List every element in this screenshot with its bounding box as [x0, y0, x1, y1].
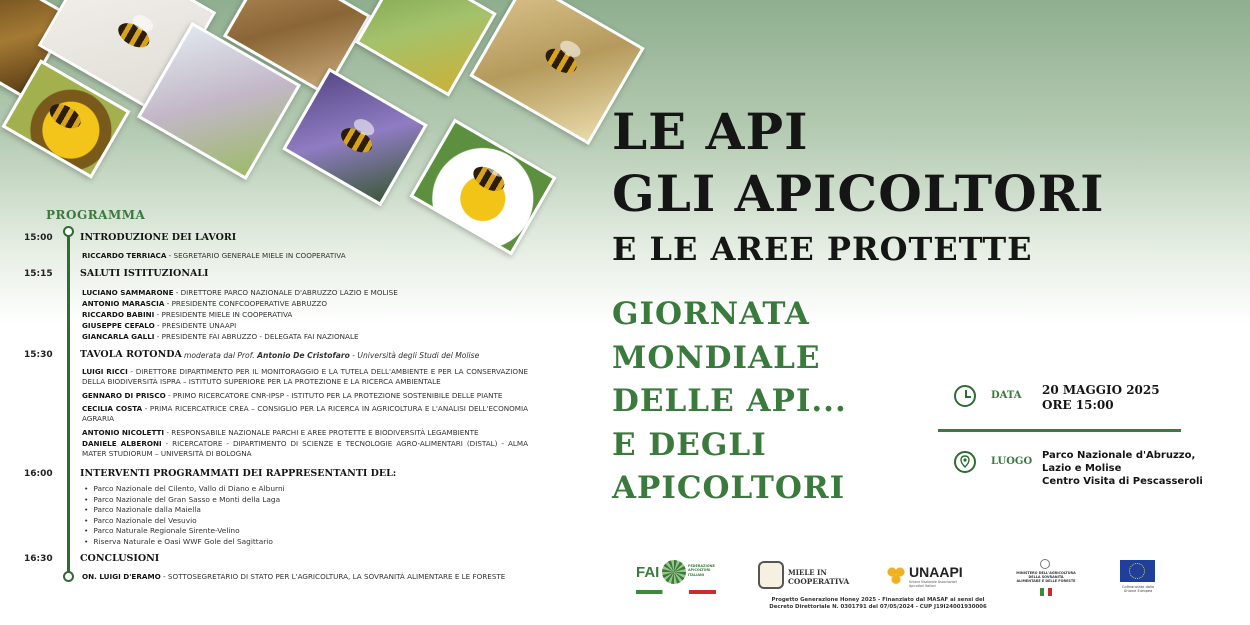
- place-line: Centro Visita di Pescasseroli: [1042, 476, 1203, 487]
- timeline-dot: [63, 226, 74, 237]
- date-label: DATA: [991, 390, 1022, 401]
- list-item: • Parco Nazionale del Cilento, Vallo di Diano e Alburni: [84, 484, 285, 495]
- place-label: LUOGO: [991, 456, 1033, 467]
- speaker-row: DANIELE ALBERONI - RICERCATORE - DIPARTIMENTO DI SCIENZE E TECNOLOGIE AGRO-ALIMENTARI (DISTAL) - ALMA MATER STUDIORUM – UNIVERSITÀ DI BOLOGNA: [82, 439, 528, 459]
- clock-icon: [954, 385, 976, 407]
- italian-flag-stripe: [636, 590, 716, 594]
- title-line-2: GLI APICOLTORI: [612, 164, 1105, 223]
- photo-bee-daisy: [409, 119, 556, 256]
- time-label: 15:30: [24, 350, 53, 360]
- place-value: [1042, 449, 1203, 488]
- eu-logo-text: Cofinanziato dalla Unione Europea: [1121, 585, 1155, 594]
- ministero-logo-text: MINISTERO DELL'AGRICOLTURA DELLA SOVRANITÀ ALIMENTARE E DELLE FORESTE: [1016, 571, 1076, 584]
- subtitle: [612, 293, 942, 511]
- time-label: 15:15: [24, 269, 53, 279]
- speaker-row: CECILIA COSTA - PRIMA RICERCATRICE CREA – CONSIGLIO PER LA RICERCA IN AGRICOLTURA E L'ANALISI DELL'ECONOMIA AGRARIA: [82, 404, 529, 424]
- section-title: CONCLUSIONI: [80, 553, 160, 564]
- eu-flag-icon: [1120, 560, 1155, 582]
- speaker-row: ANTONIO MARASCIA - PRESIDENTE CONFCOOPERATIVE ABRUZZO: [82, 299, 327, 308]
- date-line: 20 MAGGIO 2025: [1042, 383, 1160, 397]
- place-line: Parco Nazionale d'Abruzzo,: [1042, 450, 1196, 461]
- fai-logo: [636, 560, 716, 596]
- info-divider: [938, 429, 1181, 432]
- programma-heading: PROGRAMMA: [46, 208, 146, 222]
- speaker-row: RICCARDO TERRIACA - SEGRETARIO GENERALE MIELE IN COOPERATIVA: [82, 251, 346, 260]
- unaapi-logo: [886, 562, 966, 592]
- speaker-row: GIANCARLA GALLI - PRESIDENTE FAI ABRUZZO - DELEGATA FAI NAZIONALE: [82, 332, 359, 341]
- timeline-line: [67, 232, 70, 576]
- speaker-row: RICCARDO BABINI - PRESIDENTE MIELE IN COOPERATIVA: [82, 310, 293, 319]
- title-line-1: LE API: [612, 102, 809, 161]
- hexagon-icon: [758, 561, 784, 589]
- unaapi-logo-text: UNAAPI: [909, 564, 963, 580]
- speaker-row: LUIGI RICCI - DIRETTORE DIPARTIMENTO PER IL MONITORAGGIO E LA TUTELA DELL'AMBIENTE E PER LA CONSERVAZIONE DELLA BIODIVERSITÀ ISPRA – ISTITUTO SUPERIORE PER LA PROTEZIONE E LA RICERCA AMBIENTALE: [82, 367, 528, 387]
- parks-list: [84, 484, 285, 548]
- fai-logo-subtitle: FEDERAZIONE APICOLTORI ITALIANI: [688, 564, 715, 577]
- italian-flag: [1040, 588, 1052, 596]
- ministero-logo: [1016, 559, 1076, 599]
- photo-beekeepers: [355, 0, 497, 97]
- emblem-icon: [1040, 559, 1050, 569]
- subtitle-line: DELLE API...: [612, 383, 847, 419]
- time-label: 15:00: [24, 233, 53, 243]
- list-item: • Parco Nazionale del Gran Sasso e Monti della Laga: [84, 495, 285, 506]
- section-title: SALUTI ISTITUZIONALI: [80, 268, 209, 279]
- funding-line: Progetto Generazione Honey 2025 - Finanziato dal MASAF ai sensi del: [771, 597, 985, 603]
- list-item: • Parco Nazionale del Vesuvio: [84, 516, 285, 527]
- place-line: Lazio e Molise: [1042, 463, 1122, 474]
- time-label: 16:30: [24, 554, 53, 564]
- eu-logo: [1120, 560, 1156, 604]
- list-item: • Parco Nazionale dalla Maiella: [84, 505, 285, 516]
- speaker-row: GENNARO DI PRISCO - PRIMO RICERCATORE CNR-IPSP - ISTITUTO PER LA PROTEZIONE SOSTENIBILE DELLE PIANTE: [82, 391, 503, 400]
- miele-logo-top: MIELE IN: [788, 568, 827, 577]
- date-value: [1042, 383, 1160, 413]
- fai-logo-text: FAI: [636, 564, 660, 581]
- funding-line: Decreto Direttoriale N. 0301791 del 07/05/2024 - CUP J19I24001930006: [769, 604, 987, 610]
- list-item: • Parco Naturale Regionale Sirente-Velino: [84, 526, 285, 537]
- section-title: INTRODUZIONE DEI LAVORI: [80, 232, 237, 243]
- unaapi-logo-subtitle: Unione Nazionale Associazioni Apicoltori Italiani: [909, 580, 958, 588]
- list-item: • Riserva Naturale e Oasi WWF Gole del Sagittario: [84, 537, 285, 548]
- speaker-row: LUCIANO SAMMARONE - DIRETTORE PARCO NAZIONALE D'ABRUZZO LAZIO E MOLISE: [82, 288, 398, 297]
- speaker-row: ANTONIO NICOLETTI - RESPONSABILE NAZIONALE PARCHI E AREE PROTETTE E BIODIVERSITÀ LEGAMBIENTE: [82, 428, 479, 437]
- time-label: 16:00: [24, 469, 53, 479]
- timeline-dot: [63, 571, 74, 582]
- speaker-row: ON. LUIGI D'ERAMO - SOTTOSEGRETARIO DI STATO PER L'AGRICOLTURA, LA SOVRANITÀ ALIMENTARE E LE FORESTE: [82, 572, 506, 581]
- moderator-line: moderata dal Prof. Antonio De Cristofaro - Università degli Studi del Molise: [184, 351, 480, 360]
- funding-note: [758, 597, 998, 611]
- subtitle-line: E DEGLI: [612, 426, 767, 463]
- subtitle-line: GIORNATA: [612, 296, 810, 332]
- subtitle-line: MONDIALE: [612, 339, 821, 376]
- miele-cooperativa-logo: [758, 561, 850, 591]
- section-title: TAVOLA ROTONDA: [80, 349, 182, 360]
- photo-bee-lavender: [282, 68, 428, 206]
- location-icon: [954, 451, 976, 473]
- title-line-3: E LE AREE PROTETTE: [612, 230, 1033, 268]
- honeycomb-icon: [886, 565, 906, 585]
- time-line: ORE 15:00: [1042, 398, 1114, 412]
- section-title: INTERVENTI PROGRAMMATI DEI RAPPRESENTANTI DEL:: [80, 468, 397, 479]
- flower-icon: [662, 560, 686, 584]
- speaker-row: GIUSEPPE CEFALO - PRESIDENTE UNAAPI: [82, 321, 237, 330]
- miele-logo-bottom: COOPERATIVA: [788, 577, 850, 586]
- subtitle-line: APICOLTORI: [612, 470, 846, 506]
